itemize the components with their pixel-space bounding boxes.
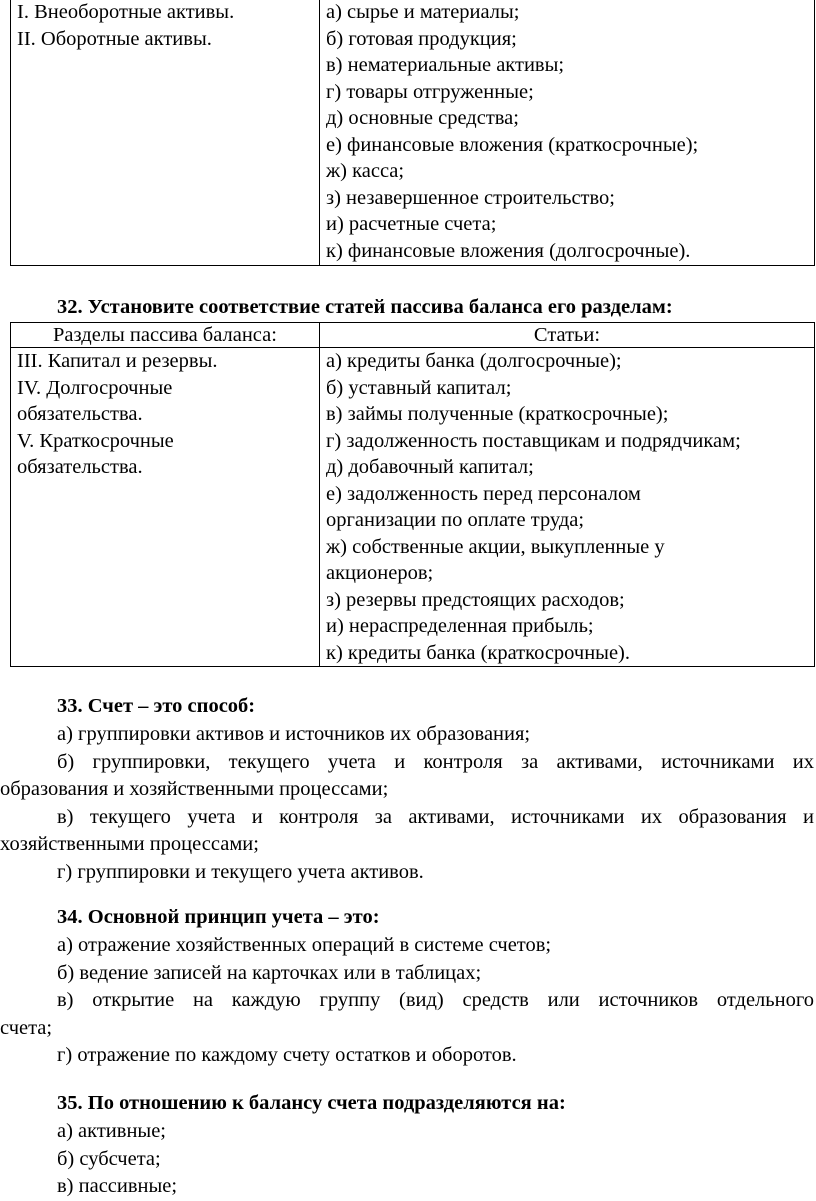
option-c-continued: хозяйственными процессами; [0, 833, 259, 855]
section-line: II. Оборотные активы. [17, 27, 212, 50]
item-line: г) товары отгруженные; [326, 80, 534, 103]
option-b: б) ведение записей на карточках или в таблицах; [57, 961, 482, 984]
item-line: з) незавершенное строительство; [326, 186, 615, 209]
section-line: I. Внеоборотные активы. [17, 1, 235, 23]
header-items: Статьи: [320, 323, 815, 348]
section-line: IV. Долгосрочные [17, 376, 173, 399]
item-line: е) задолженность перед персоналом [326, 482, 641, 505]
section-line: V. Краткосрочные [17, 429, 174, 452]
item-line: г) задолженность поставщикам и подрядчикам; [326, 429, 741, 452]
item-line: з) резервы предстоящих расходов; [326, 588, 625, 611]
item-line: в) нематериальные активы; [326, 54, 565, 76]
question-35-options [0, 1118, 814, 1201]
item-line: в) займы полученные (краткосрочные); [326, 403, 669, 425]
option-c: в) текущего учета и контроля за активами, источниками их образования и [57, 805, 814, 828]
item-line: и) нераспределенная прибыль; [326, 615, 594, 637]
item-line: ж) собственные акции, выкупленные у [326, 535, 665, 558]
section-line: обязательства. [17, 456, 143, 478]
item-line: к) финансовые вложения (долгосрочные). [326, 239, 691, 262]
section-line: обязательства. [17, 403, 143, 425]
table-header-row [11, 323, 815, 348]
option-c: в) открытие на каждую группу (вид) средств или источников отдельного [57, 989, 814, 1011]
item-line: д) добавочный капитал; [326, 456, 534, 478]
item-line: е) финансовые вложения (краткосрочные); [326, 133, 699, 156]
item-line: д) основные средства; [326, 107, 519, 129]
question-33-title: 33. Счет – это способ: [57, 695, 256, 717]
item-line: к) кредиты банка (краткосрочные). [326, 641, 630, 664]
option-a: а) активные; [57, 1120, 166, 1142]
question-34-title: 34. Основной принцип учета – это: [57, 906, 380, 928]
item-line: б) уставный капитал; [326, 376, 512, 399]
question-34-options [0, 932, 814, 1070]
table-row [11, 0, 815, 266]
assets-table [10, 0, 815, 266]
section-line: III. Капитал и резервы. [17, 350, 218, 372]
question-33-options [0, 721, 814, 886]
option-c: в) пассивные; [57, 1175, 178, 1197]
item-line: б) готовая продукция; [326, 27, 517, 50]
item-line: а) сырье и материалы; [326, 1, 520, 23]
header-sections: Разделы пассива баланса: [11, 323, 320, 348]
item-line: и) расчетные счета; [326, 213, 497, 235]
option-d: г) группировки и текущего учета активов. [57, 860, 424, 883]
question-35-title: 35. По отношению к балансу счета подразделяются на: [57, 1092, 566, 1114]
item-line: ж) касса; [326, 160, 405, 182]
liabilities-sections-cell [11, 348, 320, 667]
option-b-continued: образования и хозяйственными процессами; [0, 778, 389, 800]
item-line: организации по оплате труда; [326, 509, 585, 531]
option-d: г) отражение по каждому счету остатков и оборотов. [57, 1044, 517, 1066]
option-a: а) группировки активов и источников их образования; [57, 723, 531, 745]
assets-sections-cell [11, 0, 320, 266]
option-a: а) отражение хозяйственных операций в системе счетов; [57, 934, 552, 956]
question-32-title: 32. Установите соответствие статей пассива баланса его разделам: [57, 296, 673, 318]
option-b: б) группировки, текущего учета и контроля за активами, источниками их [57, 750, 814, 773]
table-row [11, 348, 815, 667]
option-b: б) субсчета; [57, 1147, 161, 1170]
item-line: а) кредиты банка (долгосрочные); [326, 350, 622, 372]
option-c-continued: счета; [0, 1016, 53, 1039]
item-line: акционеров; [326, 562, 434, 584]
liabilities-table [10, 322, 815, 667]
assets-items-cell [320, 0, 815, 266]
liabilities-items-cell [320, 348, 815, 667]
